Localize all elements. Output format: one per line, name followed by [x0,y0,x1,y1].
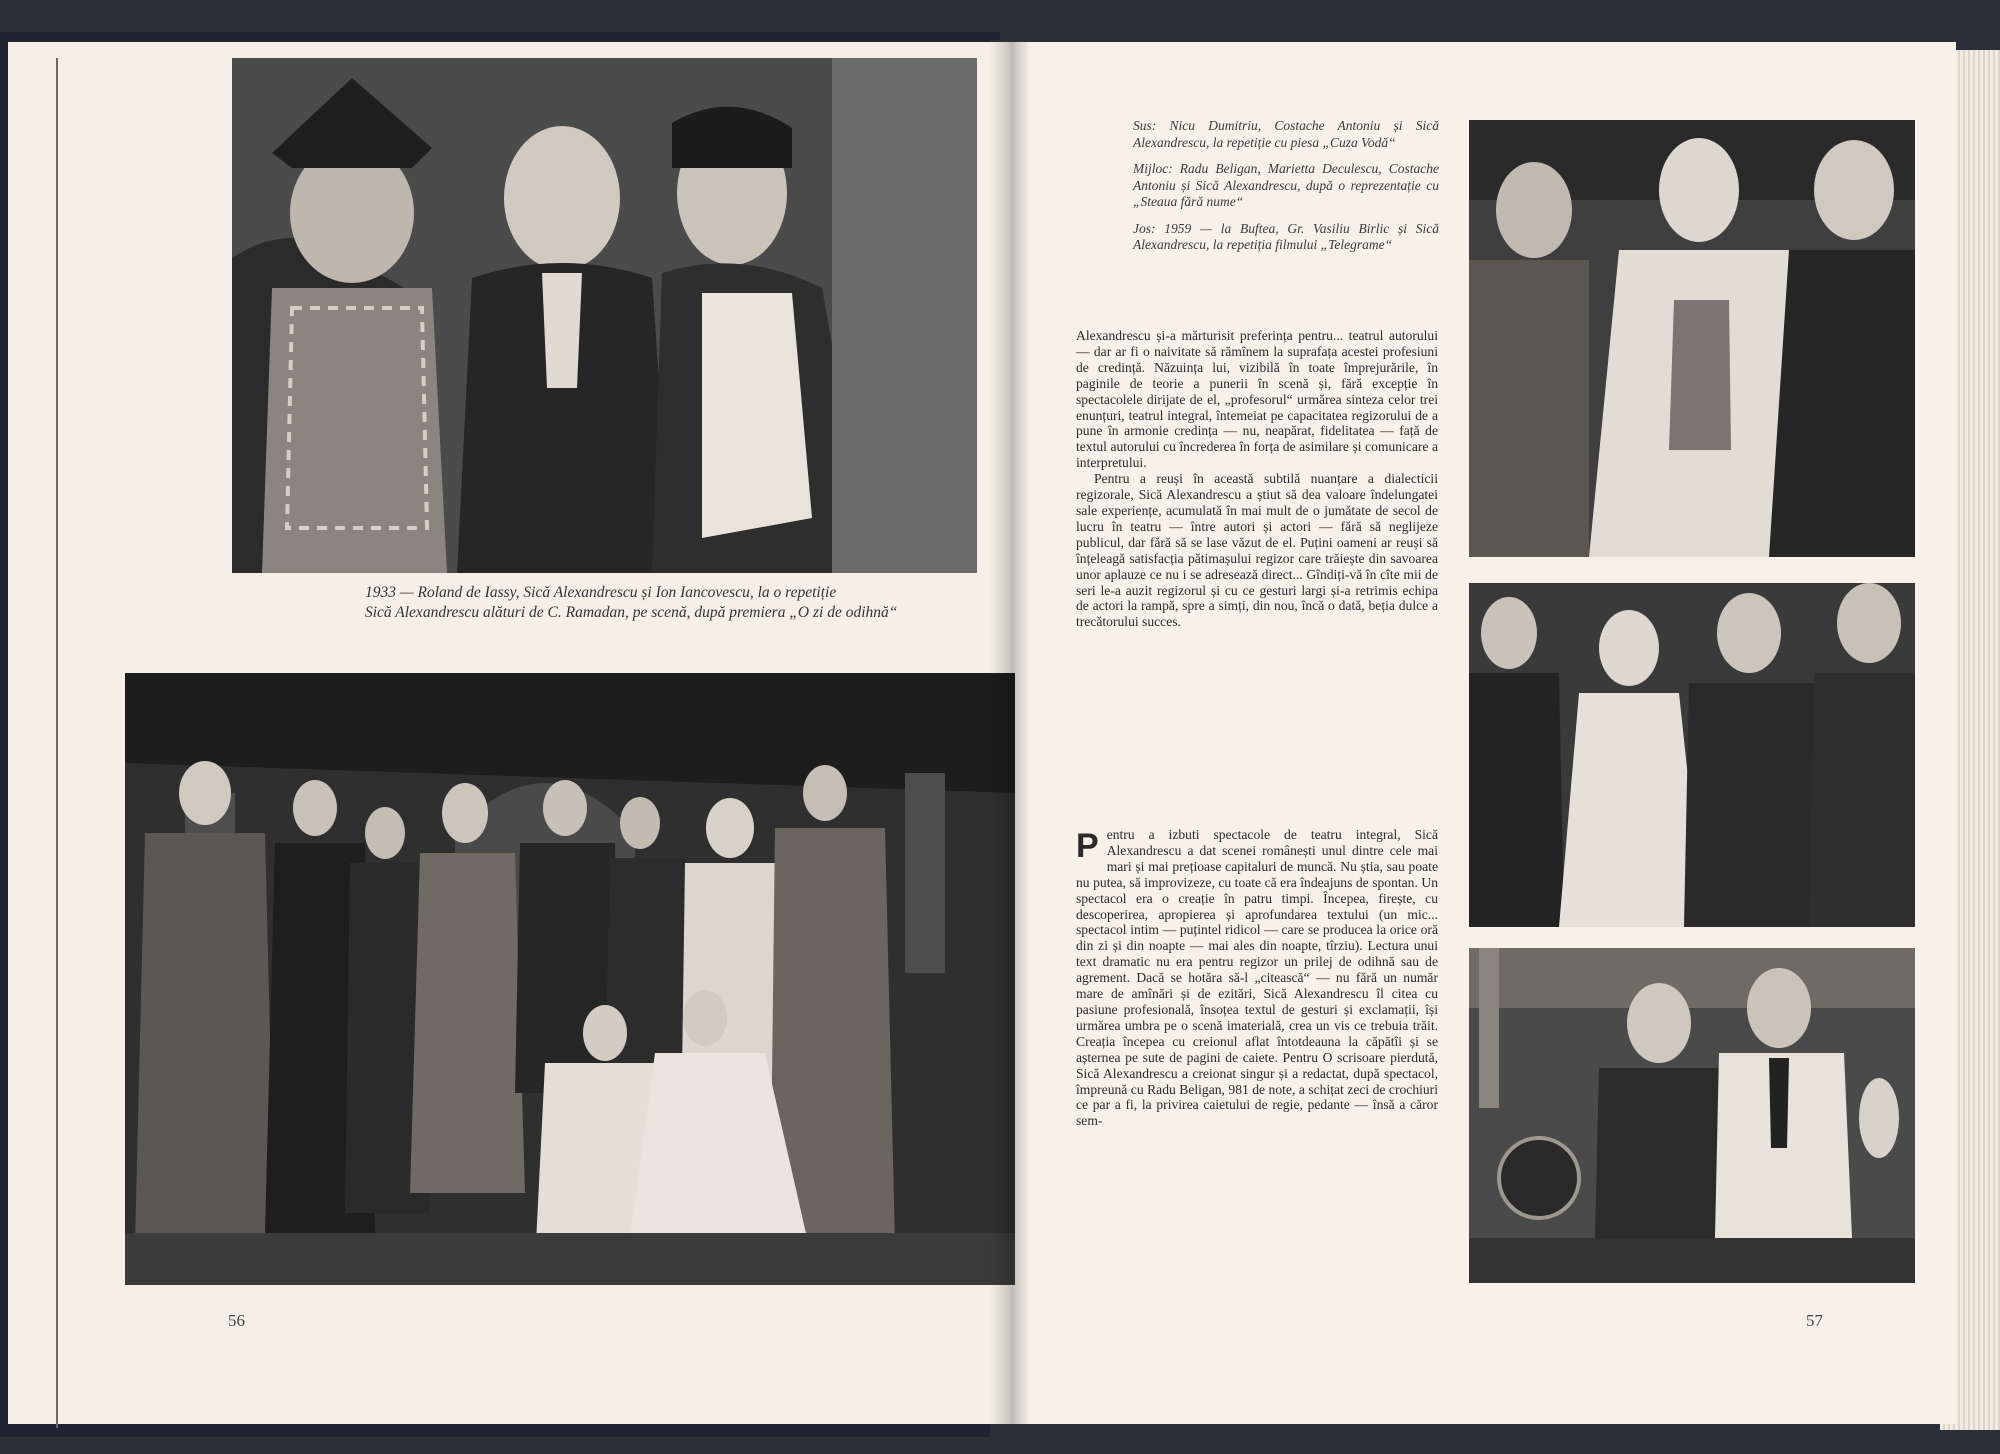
photo-captions [1133,118,1439,264]
drop-cap: P [1076,827,1099,865]
caption-bottom: Jos: 1959 — la Buftea, Gr. Vasiliu Birlic și Sică Alexandrescu, la repetiția filmului „Telegrame“ [1133,220,1439,252]
caption-line-1: 1933 — Roland de Iassy, Sică Alexandrescu și Ion Iancovescu, la o repetiție [365,584,837,601]
page-number-left: 56 [228,1311,245,1330]
caption-line-2: Sică Alexandrescu alături de C. Ramadan, pe scenă, după premiera „O zi de odihnă“ [365,604,898,621]
photo-steaua-fara-nume [1469,583,1915,927]
photo-telegrame-film [1469,948,1915,1283]
photo-cuza-voda-rehearsal [1469,120,1915,557]
photo-premiere-stage [125,673,1015,1285]
binding-line [56,58,58,1428]
article-text-upper [1076,328,1438,630]
photo-rehearsal-1933 [232,58,977,573]
caption-top: Sus: Nicu Dumitriu, Costache Antoniu și Sică Alexandrescu, la repetiție cu piesa „Cuza Vodă“ [1133,118,1439,150]
left-caption [365,583,977,623]
paragraph-1: Alexandrescu și-a mărturisit preferința pentru... teatrul autorului — dar ar fi o naivitate să rămînem la suprafața acestei profesiuni de credință. Năzuința lui, vizibilă în toate împrejurările, în paginile de teorie a punerii în scenă și, fără excepție în spectacolele dirijate de el, „profesorul“ urmărea sinteza celor trei enunțuri, teatrul integral, întemeiat pe capacitatea regizorului de a pune în armonie credința — nu, neapărat, fidelitatea — față de textul autorului cu încrederea în forța de asimilare și comunicare a interpretului. [1076,328,1438,471]
article-text-lower [1076,827,1438,1129]
book-gutter [990,42,1030,1424]
caption-middle: Mijloc: Radu Beligan, Marietta Deculescu, Costache Antoniu și Sică Alexandrescu, după o reprezentație cu „Steaua fără nume“ [1133,161,1439,209]
page-number-right: 57 [1806,1311,1823,1330]
paragraph-2: Pentru a reuși în această subtilă nuanțare a dialecticii regizorale, Sică Alexandrescu a știut să dea valoare îndelungatei sale experiențe, acumulată în mai mult de o jumătate de secol de lucru în teatru — între autori și actori — fără să neglijeze publicul, dar fără să se lase văzut de el. Puțini oameni ar reuși să înțeleagă satisfacția pătimașului regizor care trăiește din savoarea unor aplauze ce nu i se adresează direct... Gîndiți-vă în cîte mii de seri le-a auzit regizorul și cu ce gesturi largi și-a retrimis echipa de actori la rampă, spre a simți, din nou, încă o dată, beția dulce a trecătorului succes. [1076,471,1438,630]
paragraph-3: Pentru a izbuti spectacole de teatru integral, Sică Alexandrescu a dat scenei românești unul dintre cele mai mari și mai prețioase capitaluri de muncă. Nu știa, sau poate nu putea, să improvizeze, cu toate că era îndeajuns de spontan. Un spectacol era o creație în patru timpi. Începea, firește, cu descoperirea, apropierea și aprofundarea textului (un mic... spectacol intim — puțintel ridicol — care se producea la orice oră din zi și din noapte — mai ales din noapte, tîrziu). Lectura unui text dramatic nu era pentru regizor un prilej de odihnă sau de agrement. Dacă se hotăra să-l „citească“ — nu fără un număr mare de amînări și de ezitări, Sică Alexandrescu îl citea cu pasiune profesională, însoțea textul de gesturi și exclamații, își urmărea umbra pe o scenă imaterială, crea un vis ce trebuia trăit. Creația începea cu creionul aflat întotdeauna la căpătîi și se așternea pe sute de pagini de caiete. Pentru O scrisoare pierdută, Sică Alexandrescu a creionat singur și a redactat, după spectacol, împreună cu Radu Beligan, 981 de note, a schițat zeci de crochiuri ce par a fi, la privirea caietului de regie, pedante — însă a căror sem- [1076,827,1438,1129]
